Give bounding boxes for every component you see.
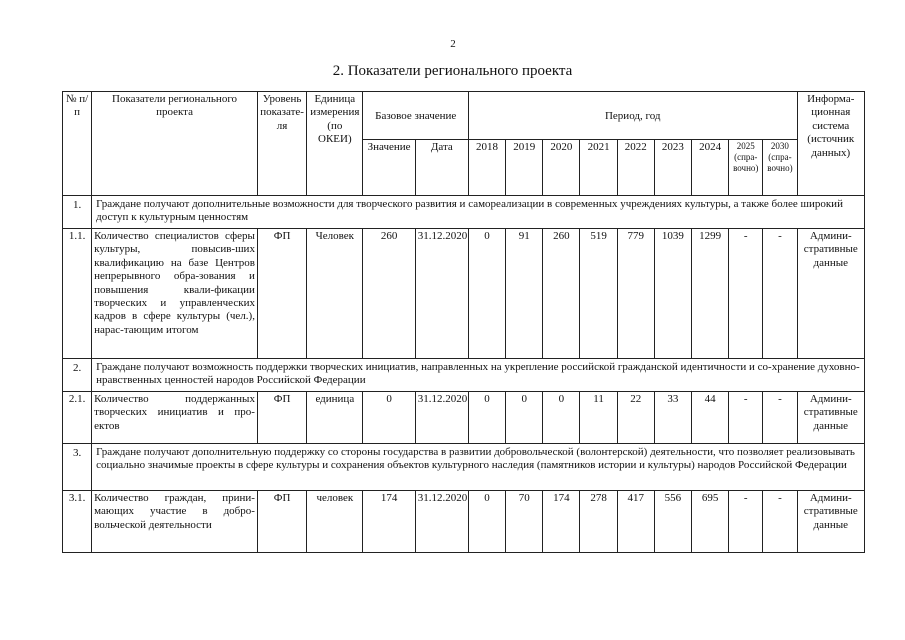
year-value: 278: [580, 491, 617, 553]
section-title: 2. Показатели регионального проекта: [332, 63, 573, 79]
header-base: Базовое значение: [363, 92, 469, 140]
section-text: Граждане получают возможность поддержки творческих инициатив, направленных на укрепление российской гражданской идентичности и со-хранение духовно-нравственных ценностей народов Российской Федерации: [92, 359, 865, 392]
header-no: № п/п: [63, 92, 92, 196]
year-value: 0: [468, 491, 505, 553]
data-source: Админи-стративные данные: [797, 392, 864, 444]
year-value: 695: [692, 491, 729, 553]
section-number: 2.: [63, 359, 92, 392]
year-value: 44: [692, 392, 729, 444]
year-value: 417: [617, 491, 654, 553]
header-year: 2022: [617, 140, 654, 196]
header-year: 2024: [692, 140, 729, 196]
year-value: 0: [543, 392, 580, 444]
page-number: 2: [450, 38, 456, 50]
header-year: 2021: [580, 140, 617, 196]
year-2030-value: -: [763, 392, 797, 444]
base-value: 260: [363, 229, 415, 359]
year-value: 174: [543, 491, 580, 553]
year-value: 0: [468, 229, 505, 359]
year-value: 11: [580, 392, 617, 444]
section-number: 3.: [63, 444, 92, 491]
year-2025-value: -: [729, 491, 763, 553]
indicator-unit: Человек: [307, 229, 363, 359]
year-2025-value: -: [729, 392, 763, 444]
base-value: 0: [363, 392, 415, 444]
section-text: Граждане получают дополнительные возможности для творческого развития и самореализации в современных учреждениях культуры, а также более широкий доступ к культурным ценностям: [92, 196, 865, 229]
indicator-name: Количество поддержанных творческих инициатив и про-ектов: [92, 392, 258, 444]
base-date: 31.12.2020: [415, 229, 468, 359]
year-value: 91: [506, 229, 543, 359]
year-2025-value: -: [729, 229, 763, 359]
header-year: 2023: [654, 140, 691, 196]
year-value: 22: [617, 392, 654, 444]
year-value: 70: [506, 491, 543, 553]
year-value: 556: [654, 491, 691, 553]
indicators-table: [62, 91, 865, 553]
data-source: Админи-стративные данные: [797, 491, 864, 553]
indicator-name: Количество специалистов сферы культуры, повысив-ших квалификацию на базе Центров непрерывного обра-зования и повышения квали-фикации творческих и управленческих кадров в сфере культуры (чел.), нарас-тающим итогом: [92, 229, 258, 359]
base-date: 31.12.2020: [415, 491, 468, 553]
header-year: 2020: [543, 140, 580, 196]
year-value: 779: [617, 229, 654, 359]
header-unit: Единица измерения (по ОКЕИ): [307, 92, 363, 196]
indicator-level: ФП: [257, 229, 306, 359]
indicator-level: ФП: [257, 392, 306, 444]
year-value: 33: [654, 392, 691, 444]
data-source: Админи-стративные данные: [797, 229, 864, 359]
row-number: 1.1.: [63, 229, 92, 359]
year-value: 1299: [692, 229, 729, 359]
year-2030-value: -: [763, 491, 797, 553]
indicator-unit: единица: [307, 392, 363, 444]
year-value: 260: [543, 229, 580, 359]
base-value: 174: [363, 491, 415, 553]
header-year-2030: 2030 (спра-вочно): [763, 140, 797, 196]
year-2030-value: -: [763, 229, 797, 359]
year-value: 519: [580, 229, 617, 359]
header-period: Период, год: [468, 92, 797, 140]
row-number: 2.1.: [63, 392, 92, 444]
header-base-value: Значение: [363, 140, 415, 196]
header-year: 2019: [506, 140, 543, 196]
section-text: Граждане получают дополнительную поддержку со стороны государства в развитии добровольческой (волонтерской) деятельности, что позволяет реализовывать социально значимые проекты в сфере культуры и сохранения объектов культурного наследия (памятников истории и культуры) народов Российской Федерации: [92, 444, 865, 491]
year-value: 0: [506, 392, 543, 444]
indicator-name: Количество граждан, прини-мающих участие в добро-вольческой деятельности: [92, 491, 258, 553]
header-year-2025: 2025 (спра-вочно): [729, 140, 763, 196]
header-level: Уровень показате-ля: [257, 92, 306, 196]
year-value: 1039: [654, 229, 691, 359]
base-date: 31.12.2020: [415, 392, 468, 444]
header-year: 2018: [468, 140, 505, 196]
indicator-unit: человек: [307, 491, 363, 553]
row-number: 3.1.: [63, 491, 92, 553]
section-number: 1.: [63, 196, 92, 229]
header-base-date: Дата: [415, 140, 468, 196]
year-value: 0: [468, 392, 505, 444]
indicator-level: ФП: [257, 491, 306, 553]
header-indicator: Показатели регионального проекта: [92, 92, 258, 196]
header-info-system: Информа-ционная система (источник данных): [797, 92, 864, 196]
